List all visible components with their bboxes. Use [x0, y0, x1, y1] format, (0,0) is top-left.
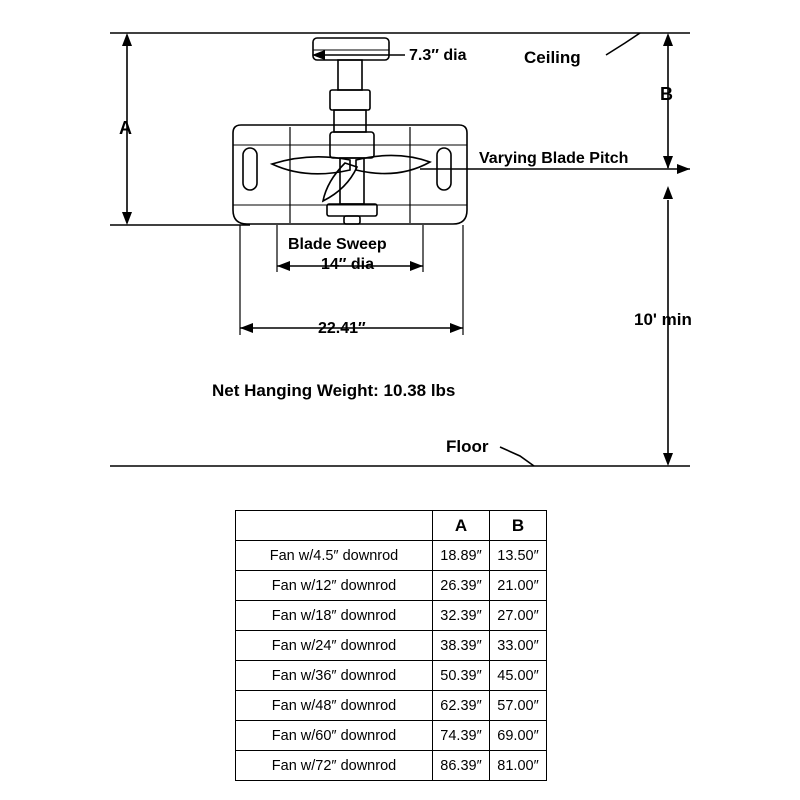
arrow-a-up — [122, 33, 132, 46]
downrod-dimension-table — [235, 510, 547, 781]
table-body — [236, 541, 547, 781]
cell-b: 13.50″ — [490, 541, 547, 571]
label-ceiling: Ceiling — [524, 48, 581, 67]
cell-a: 26.39″ — [433, 571, 490, 601]
cell-a: 38.39″ — [433, 631, 490, 661]
arrow-sweep-right — [410, 261, 423, 271]
motor-neck — [334, 110, 366, 132]
arrow-width-left — [240, 323, 253, 333]
arrow-min-down — [663, 453, 673, 466]
table-row — [236, 601, 547, 631]
table-row — [236, 571, 547, 601]
cell-b: 81.00″ — [490, 751, 547, 781]
label-blade-sweep: Blade Sweep — [288, 236, 387, 253]
cell-a: 62.39″ — [433, 691, 490, 721]
cell-config: Fan w/72″ downrod — [236, 751, 433, 781]
table-row — [236, 751, 547, 781]
table-row — [236, 691, 547, 721]
cell-config: Fan w/18″ downrod — [236, 601, 433, 631]
table-header-row — [236, 511, 547, 541]
label-floor: Floor — [446, 437, 489, 456]
floor-pointer — [500, 447, 534, 466]
cell-b: 57.00″ — [490, 691, 547, 721]
fan-cage — [233, 125, 467, 224]
cell-config: Fan w/48″ downrod — [236, 691, 433, 721]
arrow-b-up — [663, 33, 673, 46]
cell-b: 45.00″ — [490, 661, 547, 691]
arrow-width-right — [450, 323, 463, 333]
downrod — [338, 60, 362, 90]
arrow-min-up — [663, 186, 673, 199]
table-row — [236, 661, 547, 691]
cell-a: 18.89″ — [433, 541, 490, 571]
cell-config: Fan w/60″ downrod — [236, 721, 433, 751]
cell-a: 86.39″ — [433, 751, 490, 781]
cell-a: 74.39″ — [433, 721, 490, 751]
arrow-blade-pitch — [677, 164, 690, 174]
label-dimension-b: B — [660, 84, 673, 104]
table-row — [236, 721, 547, 751]
cell-a: 32.39″ — [433, 601, 490, 631]
ceiling-pointer — [606, 33, 640, 55]
label-blade-sweep-diameter: 14″ dia — [321, 256, 375, 273]
table-header-blank — [236, 511, 433, 541]
arrowheads — [122, 33, 690, 466]
table-row — [236, 631, 547, 661]
cell-a: 50.39″ — [433, 661, 490, 691]
arrow-b-down — [663, 156, 673, 169]
cell-b: 69.00″ — [490, 721, 547, 751]
label-net-hanging-weight: Net Hanging Weight: 10.38 lbs — [212, 381, 456, 400]
label-varying-blade-pitch: Varying Blade Pitch — [479, 150, 629, 167]
label-min-height: 10' min — [634, 310, 692, 329]
table-row — [236, 541, 547, 571]
label-overall-width: 22.41″ — [318, 320, 366, 337]
cell-config: Fan w/12″ downrod — [236, 571, 433, 601]
arrow-a-down — [122, 212, 132, 225]
light-kit — [327, 204, 377, 216]
light-kit-finial — [344, 216, 360, 224]
motor-coupling — [330, 90, 370, 110]
label-top-diameter: 7.3″ dia — [409, 47, 467, 64]
arrow-sweep-left — [277, 261, 290, 271]
cell-b: 27.00″ — [490, 601, 547, 631]
cell-config: Fan w/24″ downrod — [236, 631, 433, 661]
table-header-b: B — [490, 511, 547, 541]
cell-b: 21.00″ — [490, 571, 547, 601]
blade-right — [356, 155, 430, 173]
cell-config: Fan w/36″ downrod — [236, 661, 433, 691]
table-header-a: A — [433, 511, 490, 541]
label-dimension-a: A — [119, 118, 132, 138]
cell-config: Fan w/4.5″ downrod — [236, 541, 433, 571]
side-light-left — [243, 148, 257, 190]
cell-b: 33.00″ — [490, 631, 547, 661]
